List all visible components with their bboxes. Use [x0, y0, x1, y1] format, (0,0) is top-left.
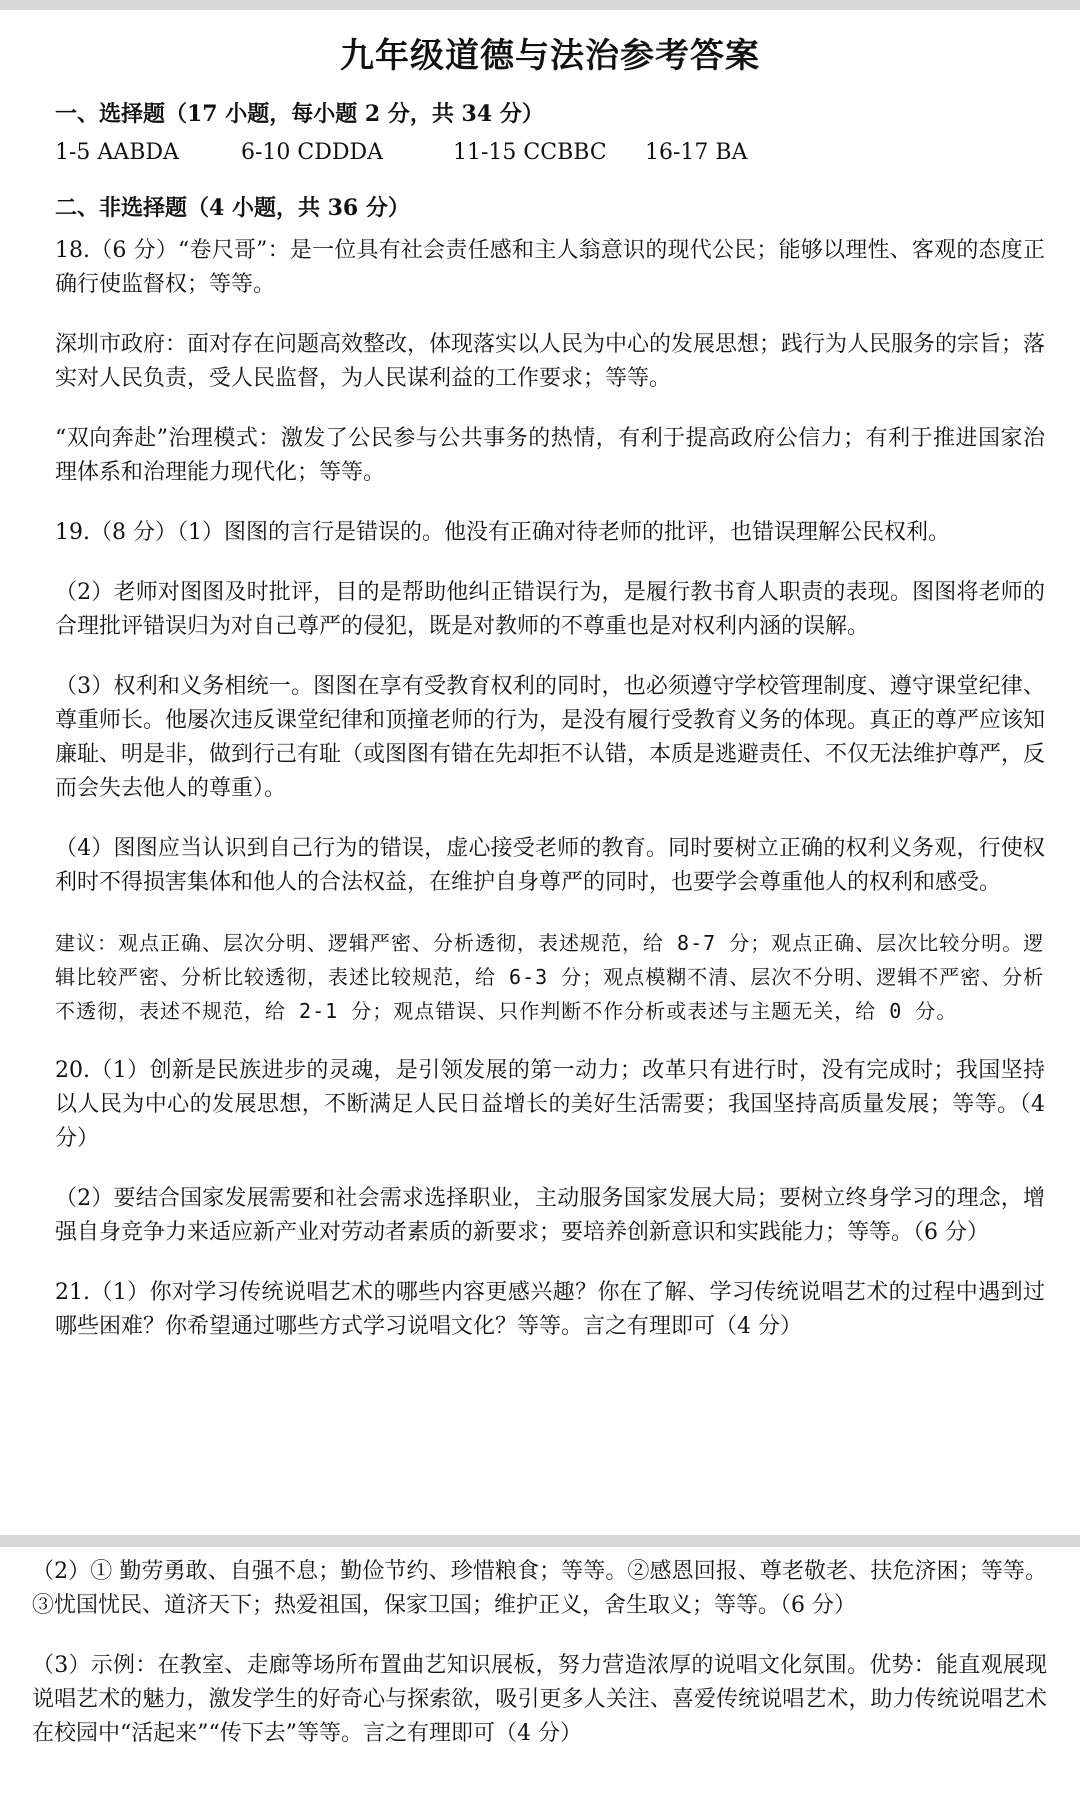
q20-paragraph-1: 20.（1）创新是民族进步的灵魂，是引领发展的第一动力；改革只有进行时，没有完成时；我国坚持以人民为中心的发展思想，不断满足人民日益增长的美好生活需要；我国坚持高质量发展；等等。（4 分）: [55, 1058, 1045, 1151]
q18-paragraph-2: 深圳市政府：面对存在问题高效整改，体现落实以人民为中心的发展思想；践行为人民服务的宗旨；落实对人民负责，受人民监督，为人民谋利益的工作要求；等等。: [55, 332, 1046, 391]
q19-grading-note: 建议：观点正确、层次分明、逻辑严密、分析透彻，表述规范，给 8-7 分；观点正确、层次比较分明。逻辑比较严密、分析比较透彻，表述比较规范，给 6-3 分；观点模糊不清、层次不分明、逻辑不严密、分析不透彻，表述不规范，给 2-1 分；观点错误、只作判断不作分析或表述与主题无关，给 0 分。: [55, 931, 1045, 1023]
answer-group-6-10: 6-10 CDDDA: [241, 140, 384, 165]
q18-paragraph-1: 18.（6 分）“卷尺哥”：是一位具有社会责任感和主人翁意识的现代公民；能够以理性、客观的态度正确行使监督权；等等。: [55, 238, 1045, 297]
section-1-heading: 一、选择题（17 小题，每小题 2 分，共 34 分）: [55, 101, 544, 127]
page-title: 九年级道德与法治参考答案: [340, 36, 760, 76]
q19-paragraph-1: 19.（8 分）（1）图图的言行是错误的。他没有正确对待老师的批评，也错误理解公民权利。: [55, 520, 950, 545]
answer-group-16-17: 16-17 BA: [645, 140, 748, 165]
page-break-divider: [0, 1535, 1080, 1547]
answer-sheet-continuation: [32, 1555, 1047, 1777]
q21-paragraph-1: 21.（1）你对学习传统说唱艺术的哪些内容更感兴趣？你在了解、学习传统说唱艺术的过程中遇到过哪些困难？你希望通过哪些方式学习说唱文化？等等。言之有理即可（4 分）: [55, 1280, 1045, 1339]
q21-paragraph-2: （2）① 勤劳勇敢、自强不息；勤俭节约、珍惜粮食；等等。②感恩回报、尊老敬老、扶危济困；等等。③忧国忧民、道济天下；热爱祖国，保家卫国；维护正义，舍生取义；等等。（6 分）: [32, 1559, 1047, 1618]
q19-paragraph-2: （2）老师对图图及时批评，目的是帮助他纠正错误行为，是履行教书育人职责的表现。图图将老师的合理批评错误归为对自己尊严的侵犯，既是对教师的不尊重也是对权利内涵的误解。: [55, 580, 1045, 639]
q19-paragraph-3: （3）权利和义务相统一。图图在享有受教育权利的同时，也必须遵守学校管理制度、遵守课堂纪律、尊重师长。他屡次违反课堂纪律和顶撞老师的行为，是没有履行受教育义务的体现。真正的尊严应该知廉耻、明是非，做到行己有耻（或图图有错在先却拒不认错，本质是逃避责任、不仅无法维护尊严，反而会失去他人的尊重）。: [55, 674, 1046, 801]
answer-sheet-page: [55, 18, 1045, 1370]
section-2-heading: 二、非选择题（4 小题，共 36 分）: [55, 195, 410, 221]
q18-paragraph-3: “双向奔赴”治理模式：激发了公民参与公共事务的热情，有利于提高政府公信力；有利于推进国家治理体系和治理能力现代化；等等。: [55, 426, 1045, 485]
top-divider: [0, 0, 1080, 10]
answer-group-11-15: 11-15 CCBBC: [453, 140, 607, 165]
q21-paragraph-3: （3）示例：在教室、走廊等场所布置曲艺知识展板，努力营造浓厚的说唱文化氛围。优势：能直观展现说唱艺术的魅力，激发学生的好奇心与探索欲，吸引更多人关注、喜爱传统说唱艺术，助力传统说唱艺术在校园中“活起来”“传下去”等等。言之有理即可（4 分）: [32, 1653, 1047, 1746]
q20-paragraph-2: （2）要结合国家发展需要和社会需求选择职业，主动服务国家发展大局；要树立终身学习的理念，增强自身竞争力来适应新产业对劳动者素质的新要求；要培养创新意识和实践能力；等等。（6 分）: [55, 1186, 1045, 1245]
q19-paragraph-4: （4）图图应当认识到自己行为的错误，虚心接受老师的教育。同时要树立正确的权利义务观，行使权利时不得损害集体和他人的合法权益，在维护自身尊严的同时，也要学会尊重他人的权利和感受。: [55, 836, 1045, 895]
multiple-choice-answers: [55, 140, 1045, 165]
answer-group-1-5: 1-5 AABDA: [55, 140, 179, 165]
